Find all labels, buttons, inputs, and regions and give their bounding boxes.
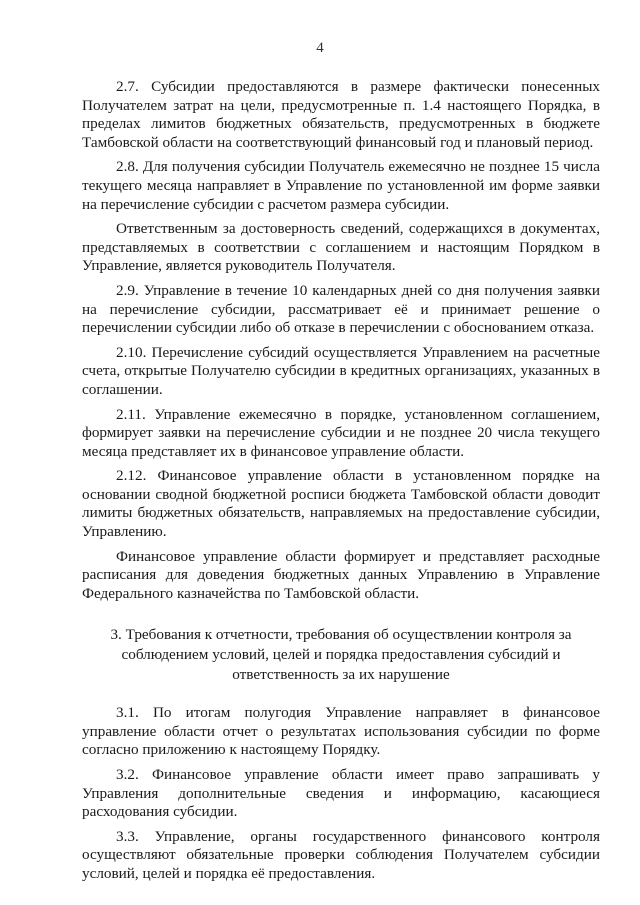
paragraph-2-10: 2.10. Перечисление субсидий осуществляется Управлением на расчетные счета, открытые Получателю субсидии в кредитных организациях, указанных в соглашении. [82, 343, 600, 398]
paragraph-3-1: 3.1. По итогам полугодия Управление направляет в финансовое управление области отчет о результатах использования субсидии по форме согласно приложению к настоящему Порядку. [82, 704, 600, 759]
section-3-title-line: соблюдением условий, целей и порядка предоставления субсидий и [121, 646, 561, 664]
paragraph-2-7: 2.7. Субсидии предоставляются в размере фактически понесенных Получателем затрат на цели, предусмотренные п. 1.4 настоящего Порядка, в пределах лимитов бюджетных обязательств, предусмотренных в бюджете Тамбовской области на соответствующий финансовый год и плановый период. [82, 78, 600, 151]
section-3-title [82, 625, 600, 684]
paragraph-3-3: 3.3. Управление, органы государственного финансового контроля осуществляют обязательные проверки соблюдения Получателем субсидии условий, целей и порядка её предоставления. [82, 827, 600, 882]
paragraph-2-9: 2.9. Управление в течение 10 календарных дней со дня получения заявки на перечисление субсидии, рассматривает её и принимает решение о перечислении субсидии либо об отказе в перечислении с обоснованием отказа. [82, 281, 600, 337]
paragraph-2-12: 2.12. Финансовое управление области в установленном порядке на основании сводной бюджетной росписи бюджета Тамбовской области доводит лимиты бюджетных обязательств, направляемых на предоставление субсидии, Управлению. [82, 467, 600, 541]
paragraph-responsibility: Ответственным за достоверность сведений, содержащихся в документах, представляемых в соответствии с соглашением и настоящим Порядком в Управление, является руководитель Получателя. [82, 220, 600, 275]
page-number: 4 [316, 40, 324, 56]
paragraph-3-2: 3.2. Финансовое управление области имеет право запрашивать у Управления дополнительные сведения и информацию, касающиеся расходования субсидии. [82, 766, 600, 821]
paragraph-2-11: 2.11. Управление ежемесячно в порядке, установленном соглашением, формирует заявки на перечисление субсидии и не позднее 20 числа текущего месяца представляет их в финансовое управление области. [82, 405, 600, 460]
section-3-title-line: 3. Требования к отчетности, требования об осуществлении контроля за [110, 626, 572, 644]
section-3-title-line: ответственность за их нарушение [232, 665, 450, 683]
paragraph-2-8: 2.8. Для получения субсидии Получатель ежемесячно не позднее 15 числа текущего месяца направляет в Управление по установленной им форме заявки на перечисление субсидии с расчетом размера субсидии. [82, 158, 600, 213]
paragraph-expense-schedules: Финансовое управление области формирует и представляет расходные расписания для доведения бюджетных данных Управлению в Управление Федерального казначейства по Тамбовской области. [82, 547, 600, 602]
document-body [82, 78, 600, 890]
